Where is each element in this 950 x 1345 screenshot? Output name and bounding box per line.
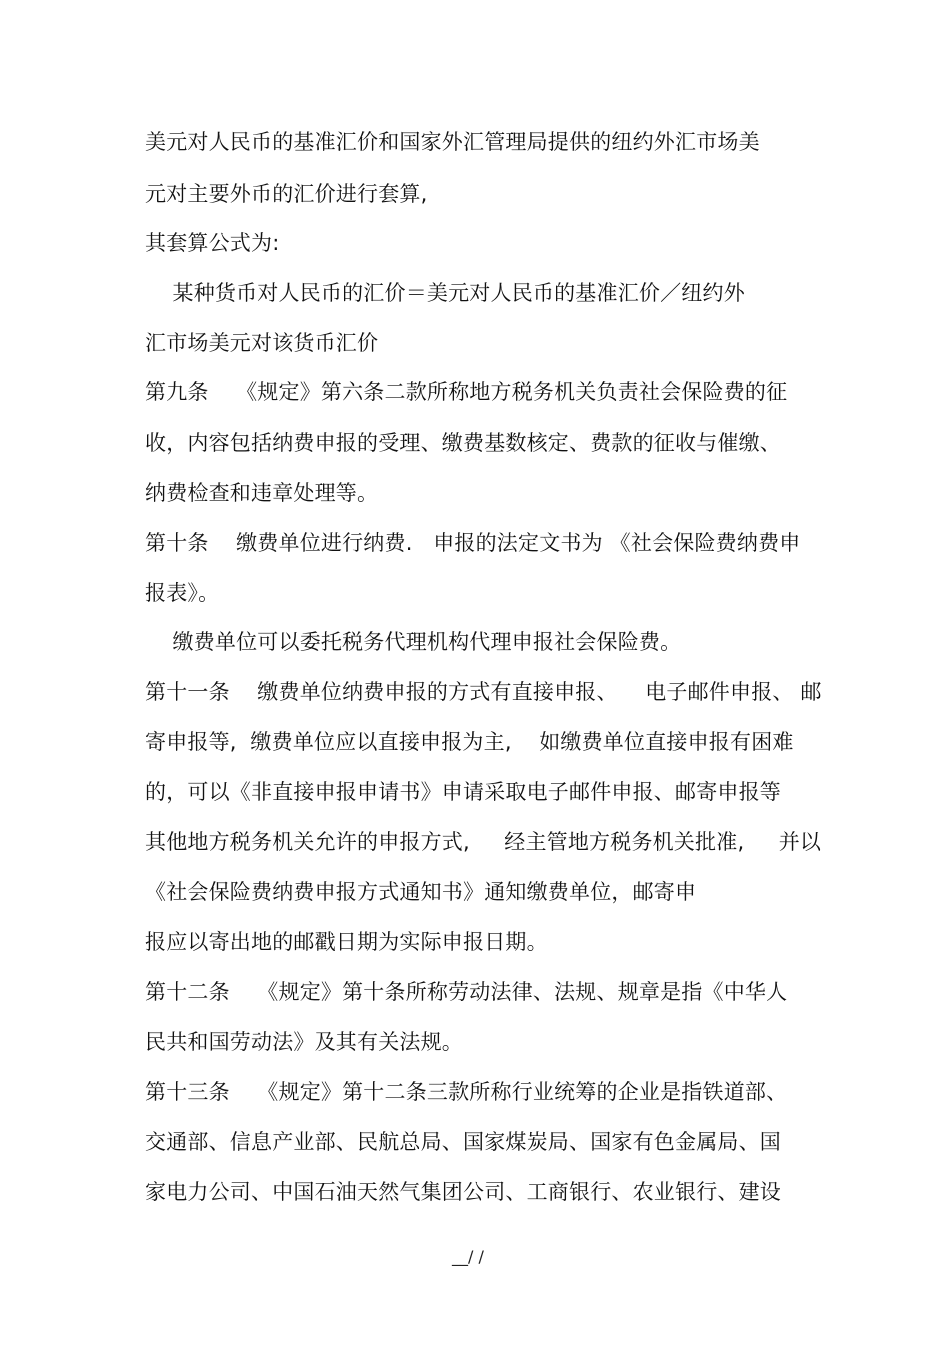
text-line: 第十二条 《规定》第十条所称劳动法律、法规、规章是指《中华人 [145,980,788,1004]
text-line: 《社会保险费纳费申报方式通知书》通知缴费单位，邮寄申 [145,880,697,904]
text-line: 交通部、信息产业部、民航总局、国家煤炭局、国家有色金属局、国 [145,1130,781,1154]
text-line: 缴费单位可以委托税务代理机构代理申报社会保险费。 [145,630,682,654]
text-line: 收，内容包括纳费申报的受理、缴费基数核定、费款的征收与催缴、 [145,431,781,455]
text-line: 其他地方税务机关允许的申报方式, 经主管地方税务机关批准, 并以 [145,830,822,854]
text-line: 纳费检查和违章处理等。 [145,481,379,505]
text-line: 报应以寄出地的邮戳日期为实际申报日期。 [145,930,548,954]
text-line: 寄申报等, 缴费单位应以直接申报为主, 如缴费单位直接申报有困难 [145,730,794,754]
text-line: 元对主要外币的汇价进行套算, [145,182,428,206]
text-line: 美元对人民币的基准汇价和国家外汇管理局提供的纽约外汇市场美 [145,130,760,154]
text-line: 民共和国劳动法》及其有关法规。 [145,1030,463,1054]
text-line: 报表》。 [145,581,220,605]
text-line: 第十三条 《规定》第十二条三款所称行业统筹的企业是指铁道部、 [145,1080,788,1104]
page-footer: __/ / [452,1247,484,1266]
text-line: 家电力公司、中国石油天然气集团公司、工商银行、农业银行、建设 [145,1180,781,1204]
text-line: 的，可以《非直接申报申请书》申请采取电子邮件申报、邮寄申报等 [145,780,781,804]
text-line: 汇市场美元对该货币汇价 [145,331,379,355]
text-line: 某种货币对人民币的汇价＝美元对人民币的基准汇价／纽约外 [145,281,745,305]
text-line: 其套算公式为: [145,231,280,255]
text-line: 第十一条 缴费单位纳费申报的方式有直接申报、 电子邮件申报、 邮 [145,680,822,704]
text-line: 第十条 缴费单位进行纳费. 申报的法定文书为 《社会保险费纳费申 [145,531,801,555]
text-line: 第九条 《规定》第六条二款所称地方税务机关负责社会保险费的征 [145,380,788,404]
